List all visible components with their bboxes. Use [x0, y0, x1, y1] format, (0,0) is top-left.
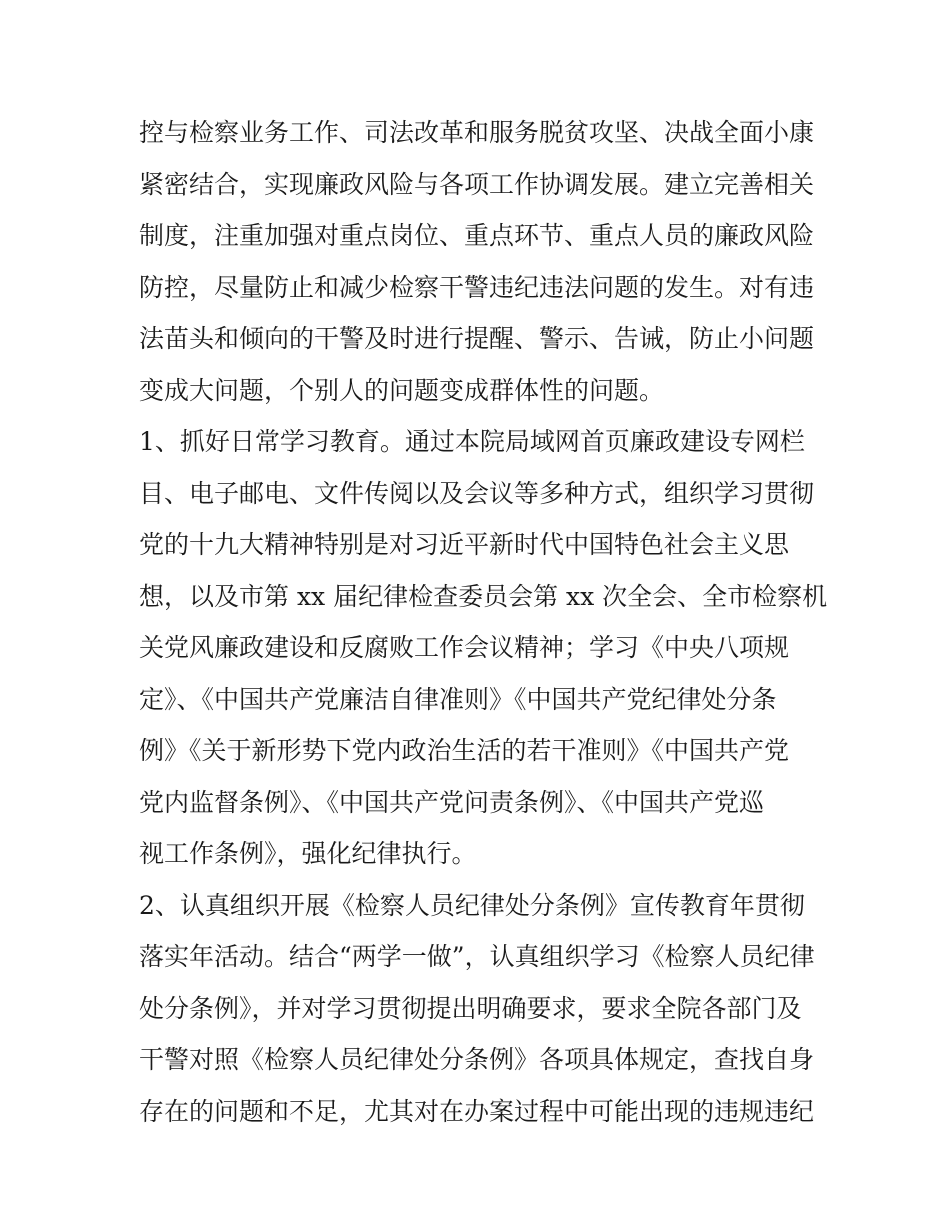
- text-line: 关党风廉政建设和反腐败工作会议精神；学习《中央八项规: [139, 633, 790, 662]
- text-line: 党的十九大精神特别是对习近平新时代中国特色社会主义思: [139, 530, 790, 559]
- text-line: 控与检察业务工作、司法改革和服务脱贫攻坚、决战全面小康: [139, 118, 815, 147]
- text-line: 例》《关于新形势下党内政治生活的若干准则》《中国共产党: [139, 736, 790, 765]
- text-line: 制度，注重加强对重点岗位、重点环节、重点人员的廉政风险: [139, 221, 815, 250]
- text-line: 定》、《中国共产党廉洁自律准则》《中国共产党纪律处分条: [139, 684, 777, 714]
- text-line: 紧密结合，实现廉政风险与各项工作协调发展。建立完善相关: [139, 169, 815, 199]
- text-line: 干警对照《检察人员纪律处分条例》各项具体规定，查找自身: [139, 1045, 815, 1074]
- text-line: 党内监督条例》、《中国共产党问责条例》、《中国共产党巡: [139, 787, 765, 817]
- text-line: 变成大问题，个别人的问题变成群体性的问题。: [139, 375, 665, 405]
- document-body: [139, 107, 828, 1137]
- text-line: 目、电子邮电、文件传阅以及会议等多种方式，组织学习贯彻: [139, 478, 815, 508]
- text-line: 法苗头和倾向的干警及时进行提醒、警示、告诫，防止小问题: [139, 324, 815, 353]
- text-line: 处分条例》，并对学习贯彻提出明确要求，要求全院各部门及: [139, 993, 802, 1023]
- text-line: 落实年活动。结合“两学一做”，认真组织学习《检察人员纪律: [139, 942, 815, 971]
- text-line: 想，以及市第 xx 届纪律检查委员会第 xx 次全会、全市检察机: [139, 581, 828, 611]
- text-line: 1、抓好日常学习教育。通过本院局域网首页廉政建设专网栏: [139, 427, 805, 456]
- text-line: 2、认真组织开展《检察人员纪律处分条例》宣传教育年贯彻: [139, 890, 805, 920]
- text-line: 存在的问题和不足，尤其对在办案过程中可能出现的违规违纪: [139, 1096, 815, 1126]
- text-line: 视工作条例》，强化纪律执行。: [139, 839, 477, 868]
- text-line: 防控，尽量防止和减少检察干警违纪违法问题的发生。对有违: [139, 272, 815, 302]
